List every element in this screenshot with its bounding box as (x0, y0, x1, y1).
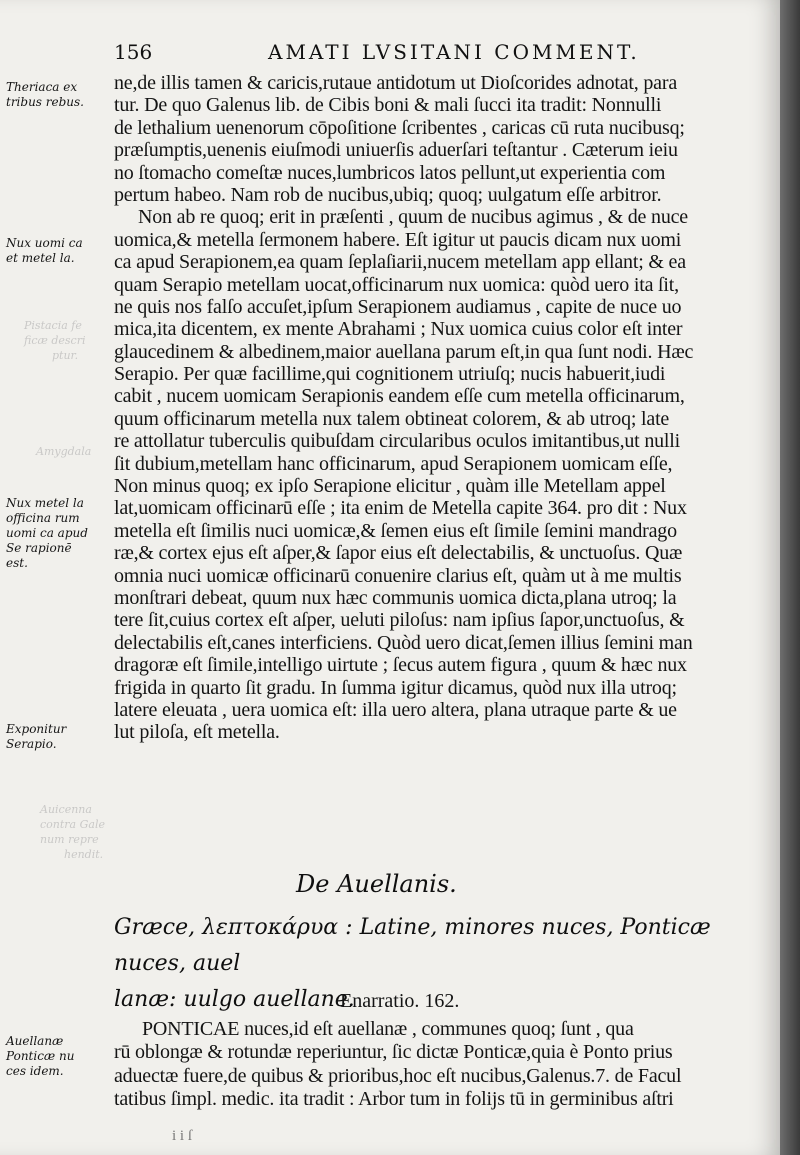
main-text (114, 72, 766, 744)
enarratio-text (114, 1018, 766, 1111)
text-line: glaucedinem & albedinem,maior auellana parum eſt,in qua ſunt nodi. Hæc (114, 340, 694, 363)
text-line: mica,ita dicentem, ex mente Abrahami ; Nux uomica cuius color eſt inter (114, 318, 683, 341)
text-line: frigida in quarto ſit gradu. In ſumma igitur dicamus, quòd nux illa utroq; (114, 676, 677, 699)
margin-note-nux-uomica: Nux uomi ca et metel la. (6, 236, 83, 265)
running-header (100, 38, 760, 66)
text-line: pertum habeo. Nam rob de nucibus,ubiq; quoq; uulgatum eſſe arbitror. (114, 183, 662, 206)
text-line: metella eſt ſimilis nuci uomicæ,& ſemen eius eſt ſimile ſemini mandrago (114, 519, 677, 542)
text-line: PONTICAE nuces,id eſt auellanæ , communes quoq; ſunt , qua (142, 1018, 634, 1040)
text-line: lat,uomicam officinarū eſſe ; ita enim de Metella capite 364. pro dit : Nux (114, 497, 687, 520)
text-line: de lethalium uenenorum cōpoſitione ſcribentes , caricas cū ruta nucibusq; (114, 116, 685, 139)
text-line: aduectæ fuere,de quibus & prioribus,hoc eſt nucibus,Galenus.7. de Facul (114, 1064, 682, 1087)
text-line: præſumptis,uenenis eiuſmodi uniuerſis aduerſari teſtantur . Cæterum ieiu (114, 139, 678, 162)
running-title: AMATI LVSITANI COMMENT. (268, 40, 640, 64)
text-line: no ſtomacho comeſtæ nuces,lumbricos latos pellunt,ut experientia com (114, 161, 666, 184)
signature-mark: i i ſ (172, 1128, 193, 1144)
text-line: ne,de illis tamen & caricis,rutaue antidotum ut Dioſcorides adnotat, para (114, 72, 677, 94)
text-line: tur. De quo Galenus lib. de Cibis boni & mali ſucci ita tradit: Nonnulli (114, 94, 662, 117)
text-line: re attollatur tuberculis quibuſdam circularibus oculos imitantibus,ut nulli (114, 430, 680, 453)
text-line: cabit , nucem uomicam Serapionis eandem eſſe cum metella officinarum, (114, 385, 685, 408)
text-line: rū oblongæ & rotundæ reperiuntur, ſic dictæ Ponticæ,quia è Ponto prius (114, 1041, 673, 1064)
text-line: ne quis nos falſo accuſet,ipſum Serapionem audiamus , capite de nuce uo (114, 295, 682, 318)
text-line: latere eleuata , uera uomica eſt: illa uero altera, plana utraque parte & ue (114, 698, 677, 721)
synonyms-line: Græce, λεπτοκάρυα : Latine, minores nuces, Ponticæ nuces, auel (114, 915, 711, 976)
page-number: 156 (114, 40, 153, 64)
text-line: tatibus ſimpl. medic. ita tradit : Arbor tum in folijs tū in germinibus aſtri (114, 1087, 674, 1110)
show-through-text: Auicenna contra Gale num repre hendit. (40, 803, 105, 861)
text-line: lut piloſa, eſt metella. (114, 721, 280, 744)
text-line: quum officinarum metella nux talem obtineat colorem, & ab utroq; late (114, 407, 670, 430)
text-line: quam Serapio metellam uocat,officinarum nux uomica: quòd uero ita ſit, (114, 273, 679, 296)
enarratio-heading: Enarratio. 162. (340, 990, 460, 1012)
text-line: Non minus quoq; ex ipſo Serapione elicitur , quàm ille Metellam appel (114, 475, 666, 498)
margin-note-theriaca: Theriaca ex tribus rebus. (6, 80, 84, 109)
text-line: omnia nuci uomicæ officinarū conuenire clarius eſt, quàm ut à me multis (114, 564, 682, 587)
text-line: dragoræ eſt ſimile,intelligo uirtute ; ſecus autem figura , quum & hæc nux (114, 654, 687, 677)
margin-note-serapio: Exponitur Serapio. (6, 722, 67, 751)
text-line: uomica,& metella ſermonem habere. Eſt igitur ut paucis dicam nux uomi (114, 228, 682, 251)
margin-note-auellanae: Auellanæ Ponticæ nu ces idem. (6, 1034, 75, 1078)
text-line: ræ,& cortex ejus eſt aſper,& ſapor eius eſt delectabilis, & unctuoſus. Quæ (114, 542, 683, 565)
synonyms-line: lanæ: uulgo auellane. (114, 987, 355, 1012)
text-line: ſit dubium,metellam hanc officinarum, apud Serapionem uomicam eſſe, (114, 452, 673, 475)
section-heading: De Auellanis. (296, 870, 457, 898)
show-through-text: Pistacia fe ficæ descri ptur. (24, 319, 86, 362)
text-line: Serapio. Per quæ facillime,qui cognitionem utriuſq; nucis habuerit,iudi (114, 363, 666, 386)
margin-note-nux-metella: Nux metel la officina rum uomi ca apud Se rapionē est. (6, 496, 88, 570)
text-line: ca apud Serapionem,ea quam ſeplaſiarii,nucem metellam app ellant; & ea (114, 251, 686, 274)
text-line: tere ſit,cuius cortex eſt aſper, ueluti piloſus: nam ipſius ſapor,unctuoſus, & (114, 609, 685, 632)
text-line: Non ab re quoq; erit in præſenti , quum de nucibus agimus , & de nuce (138, 206, 688, 229)
text-line: monſtrari debeat, quum nux hæc communis uomica dicta,plana utroq; la (114, 586, 677, 609)
page-edge-shadow (780, 0, 800, 1155)
text-line: delectabilis eſt,canes interficiens. Quòd uero dicat,ſemen illius ſemini man (114, 631, 693, 654)
show-through-text: Amygdala (36, 445, 92, 458)
